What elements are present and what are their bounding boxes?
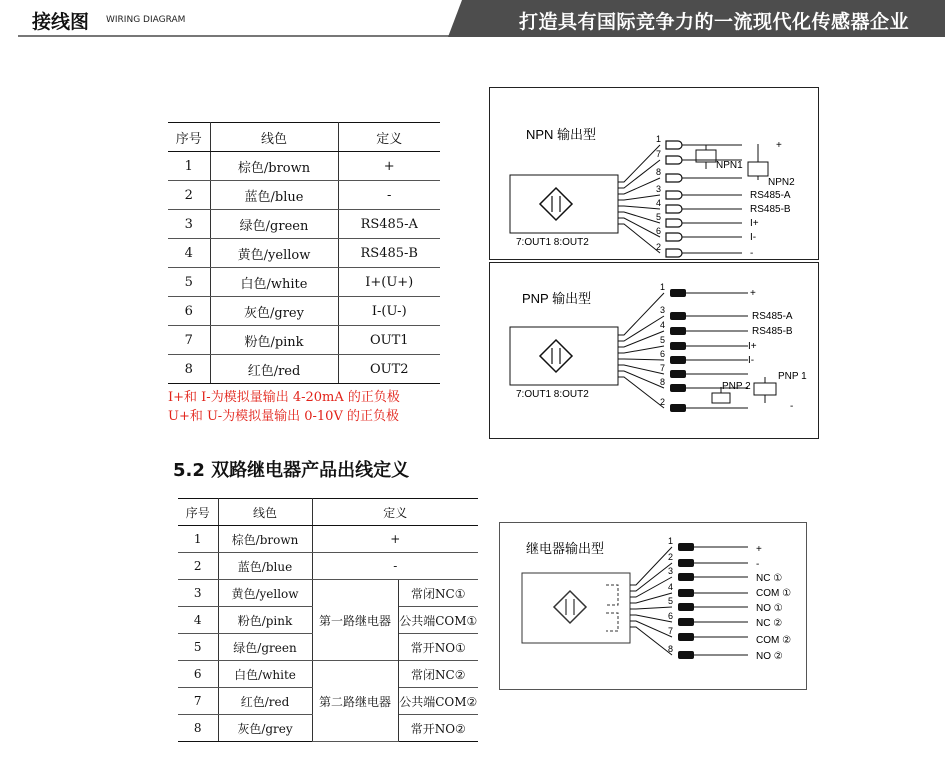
connector-icon: [678, 559, 694, 567]
cell-def: 常闭NC①: [398, 580, 478, 607]
pin-number: 8: [668, 644, 674, 654]
terminal-label: NC ②: [756, 618, 783, 629]
cell-no: 1: [168, 152, 210, 181]
terminal-label: RS485-A: [750, 190, 791, 201]
connector-icon: [666, 249, 682, 257]
relay-group-1: 第一路继电器: [312, 580, 398, 661]
header-slogan: 打造具有国际竞争力的一流现代化传感器企业: [518, 11, 909, 33]
cell-def: OUT2: [338, 355, 440, 384]
wire: [618, 365, 664, 374]
header-title: 接线图: [32, 11, 90, 33]
header-underline: [18, 35, 463, 37]
terminal-label: I+: [750, 218, 759, 229]
npn-load-1-icon: [696, 145, 716, 169]
table-row: [178, 526, 478, 553]
pin-number: 7: [656, 149, 662, 159]
cell-def: I+(U+): [338, 268, 440, 297]
connector-icon: [670, 404, 686, 412]
cell-no: 3: [168, 210, 210, 239]
pnp-outputs-label: 7:OUT1 8:OUT2: [516, 389, 589, 400]
wire: [618, 195, 660, 200]
cell-no: 8: [178, 715, 218, 742]
connector-icon: [666, 141, 682, 149]
cell-no: 2: [168, 181, 210, 210]
cell-def: 公共端COM②: [398, 688, 478, 715]
npn-diagram: [489, 87, 819, 260]
cell-def: 常开NO①: [398, 634, 478, 661]
sensor-body: [510, 175, 618, 233]
pin-number: 3: [656, 184, 662, 194]
terminal-label: NO ①: [756, 603, 783, 614]
sensor-symbol-icon: [540, 188, 572, 220]
cell-no: 2: [178, 553, 218, 580]
wire: [630, 563, 672, 591]
cell-color: 白色/white: [218, 661, 312, 688]
wire: [618, 359, 664, 360]
connector-icon: [678, 633, 694, 641]
pin-number: 5: [660, 335, 666, 345]
cell-color: 绿色/green: [218, 634, 312, 661]
cell-no: 8: [168, 355, 210, 384]
cell-no: 5: [178, 634, 218, 661]
pin-number: 4: [668, 582, 674, 592]
terminal-label: I+: [748, 341, 757, 352]
terminal-label: I-: [748, 355, 755, 366]
cell-def: 公共端COM①: [398, 607, 478, 634]
wire: [618, 293, 664, 335]
wire-definition-table: [168, 122, 440, 384]
connector-icon: [678, 543, 694, 551]
terminal-label: PNP 1: [778, 371, 807, 382]
col-header-def: 定义: [338, 123, 440, 152]
table-row: [168, 181, 440, 210]
connector-icon: [670, 370, 686, 378]
cell-def: 常闭NC②: [398, 661, 478, 688]
header-subtitle: WIRING DIAGRAM: [106, 15, 186, 25]
terminal-label: +: [750, 288, 756, 299]
terminal-label: -: [790, 401, 794, 412]
table-row: [168, 268, 440, 297]
cell-def: RS485-A: [338, 210, 440, 239]
cell-color: 黄色/yellow: [210, 239, 338, 268]
cell-no: 6: [178, 661, 218, 688]
terminal-label: PNP 2: [722, 381, 751, 392]
wire: [618, 212, 660, 223]
pin-number: 6: [660, 349, 666, 359]
cell-color: 棕色/brown: [210, 152, 338, 181]
connector-icon: [666, 174, 682, 182]
table-header-row: [178, 499, 478, 526]
wire: [618, 178, 660, 194]
wire: [630, 593, 672, 603]
sensor-body: [522, 573, 630, 643]
wire: [618, 160, 660, 188]
cell-color: 蓝色/blue: [210, 181, 338, 210]
pin-number: 7: [668, 626, 674, 636]
wire: [618, 371, 664, 388]
pin-number: 8: [660, 377, 666, 387]
relay-group-2: 第二路继电器: [312, 661, 398, 742]
wire: [630, 577, 672, 597]
terminal-label: NPN1: [716, 160, 743, 171]
connector-icon: [666, 219, 682, 227]
relay-title: 继电器输出型: [526, 541, 605, 556]
terminal-label: -: [750, 248, 754, 259]
terminal-label: NC ①: [756, 573, 783, 584]
cell-color: 蓝色/blue: [218, 553, 312, 580]
terminal-label: RS485-B: [750, 204, 791, 215]
pin-number: 8: [656, 167, 662, 177]
cell-def: +: [338, 152, 440, 181]
relay-wiring-svg: [500, 523, 808, 691]
terminal-label: RS485-A: [752, 311, 793, 322]
table-row: [168, 355, 440, 384]
cell-color: 棕色/brown: [218, 526, 312, 553]
relay-contacts-icon: [606, 585, 618, 631]
wire: [630, 621, 672, 637]
cell-no: 6: [168, 297, 210, 326]
terminal-label: NPN2: [768, 177, 795, 188]
pin-number: 1: [668, 536, 674, 546]
cell-no: 4: [178, 607, 218, 634]
table-row: [168, 326, 440, 355]
cell-color: 黄色/yellow: [218, 580, 312, 607]
table-row: [168, 297, 440, 326]
pnp-load-1-icon: [754, 377, 776, 403]
table-row: [168, 152, 440, 181]
cell-no: 1: [178, 526, 218, 553]
npn-wiring-svg: [490, 88, 820, 261]
cell-color: 粉色/pink: [218, 607, 312, 634]
wire: [630, 607, 672, 609]
wire: [630, 627, 672, 655]
cell-def: 常开NO②: [398, 715, 478, 742]
connector-icon: [670, 342, 686, 350]
pin-number: 6: [668, 611, 674, 621]
cell-no: 5: [168, 268, 210, 297]
col-header-color: 线色: [218, 499, 312, 526]
table-row: [178, 580, 478, 607]
sensor-symbol-icon: [540, 340, 572, 372]
pin-number: 4: [656, 198, 662, 208]
connector-icon: [670, 312, 686, 320]
cell-no: 7: [178, 688, 218, 715]
cell-color: 红色/red: [218, 688, 312, 715]
cell-def: I-(U-): [338, 297, 440, 326]
col-header-color: 线色: [210, 123, 338, 152]
terminal-label: NO ②: [756, 651, 783, 662]
cell-def: -: [338, 181, 440, 210]
pin-number: 2: [668, 552, 674, 562]
cell-def: RS485-B: [338, 239, 440, 268]
connector-icon: [670, 289, 686, 297]
col-header-no: 序号: [168, 123, 210, 152]
connector-icon: [678, 618, 694, 626]
cell-def: OUT1: [338, 326, 440, 355]
terminal-label: I-: [750, 232, 757, 243]
pin-number: 2: [660, 397, 666, 407]
cell-color: 灰色/grey: [210, 297, 338, 326]
pin-number: 3: [668, 566, 674, 576]
table-row: [178, 553, 478, 580]
cell-no: 4: [168, 239, 210, 268]
pnp-wiring-svg: [490, 263, 820, 440]
connector-icon: [670, 327, 686, 335]
wire: [618, 206, 660, 209]
cell-def: +: [312, 526, 478, 553]
table-row: [178, 661, 478, 688]
pin-number: 2: [656, 242, 662, 252]
sensor-body: [510, 327, 618, 385]
pin-number: 5: [668, 596, 674, 606]
terminal-label: -: [756, 559, 760, 570]
npn-wires: [618, 134, 795, 259]
pin-number: 5: [656, 212, 662, 222]
relay-wires: [630, 536, 791, 662]
terminal-label: COM ①: [756, 588, 792, 599]
pin-number: 3: [660, 305, 666, 315]
pin-number: 1: [656, 134, 662, 144]
cell-no: 7: [168, 326, 210, 355]
connector-icon: [678, 589, 694, 597]
connector-icon: [678, 573, 694, 581]
cell-color: 白色/white: [210, 268, 338, 297]
connector-icon: [666, 233, 682, 241]
connector-icon: [678, 603, 694, 611]
terminal-label: RS485-B: [752, 326, 793, 337]
pin-number: 1: [660, 282, 666, 292]
pin-number: 4: [660, 320, 666, 330]
npn-title: NPN 输出型: [526, 127, 597, 142]
cell-def: -: [312, 553, 478, 580]
cell-color: 粉色/pink: [210, 326, 338, 355]
terminal-label: COM ②: [756, 635, 792, 646]
connector-icon: [678, 651, 694, 659]
analog-note-current: I+和 I-为模拟量输出 4-20mA 的正负极: [168, 390, 400, 405]
cell-color: 灰色/grey: [218, 715, 312, 742]
pnp-title: PNP 输出型: [522, 291, 592, 306]
npn-outputs-label: 7:OUT1 8:OUT2: [516, 237, 589, 248]
page-header: [0, 0, 945, 40]
terminal-label: +: [756, 544, 762, 555]
cell-color: 绿色/green: [210, 210, 338, 239]
connector-icon: [670, 356, 686, 364]
section-title: 5.2 双路继电器产品出线定义: [173, 460, 410, 481]
pnp-diagram: [489, 262, 819, 439]
pin-number: 7: [660, 363, 666, 373]
cell-color: 红色/red: [210, 355, 338, 384]
connector-icon: [670, 384, 686, 392]
col-header-def: 定义: [312, 499, 478, 526]
pin-number: 6: [656, 226, 662, 236]
analog-note-voltage: U+和 U-为模拟量输出 0-10V 的正负极: [168, 409, 399, 424]
wire: [618, 377, 664, 408]
table-row: [168, 239, 440, 268]
connector-icon: [666, 191, 682, 199]
wire: [618, 224, 660, 253]
table-row: [168, 210, 440, 239]
connector-icon: [666, 205, 682, 213]
wire: [618, 316, 664, 341]
table-header-row: [168, 123, 440, 152]
relay-diagram: [499, 522, 807, 690]
col-header-no: 序号: [178, 499, 218, 526]
relay-definition-table: [178, 498, 478, 742]
sensor-symbol-icon: [554, 591, 586, 623]
cell-no: 3: [178, 580, 218, 607]
connector-icon: [666, 156, 682, 164]
npn-load-2-icon: [748, 144, 768, 180]
terminal-label: +: [776, 140, 782, 151]
